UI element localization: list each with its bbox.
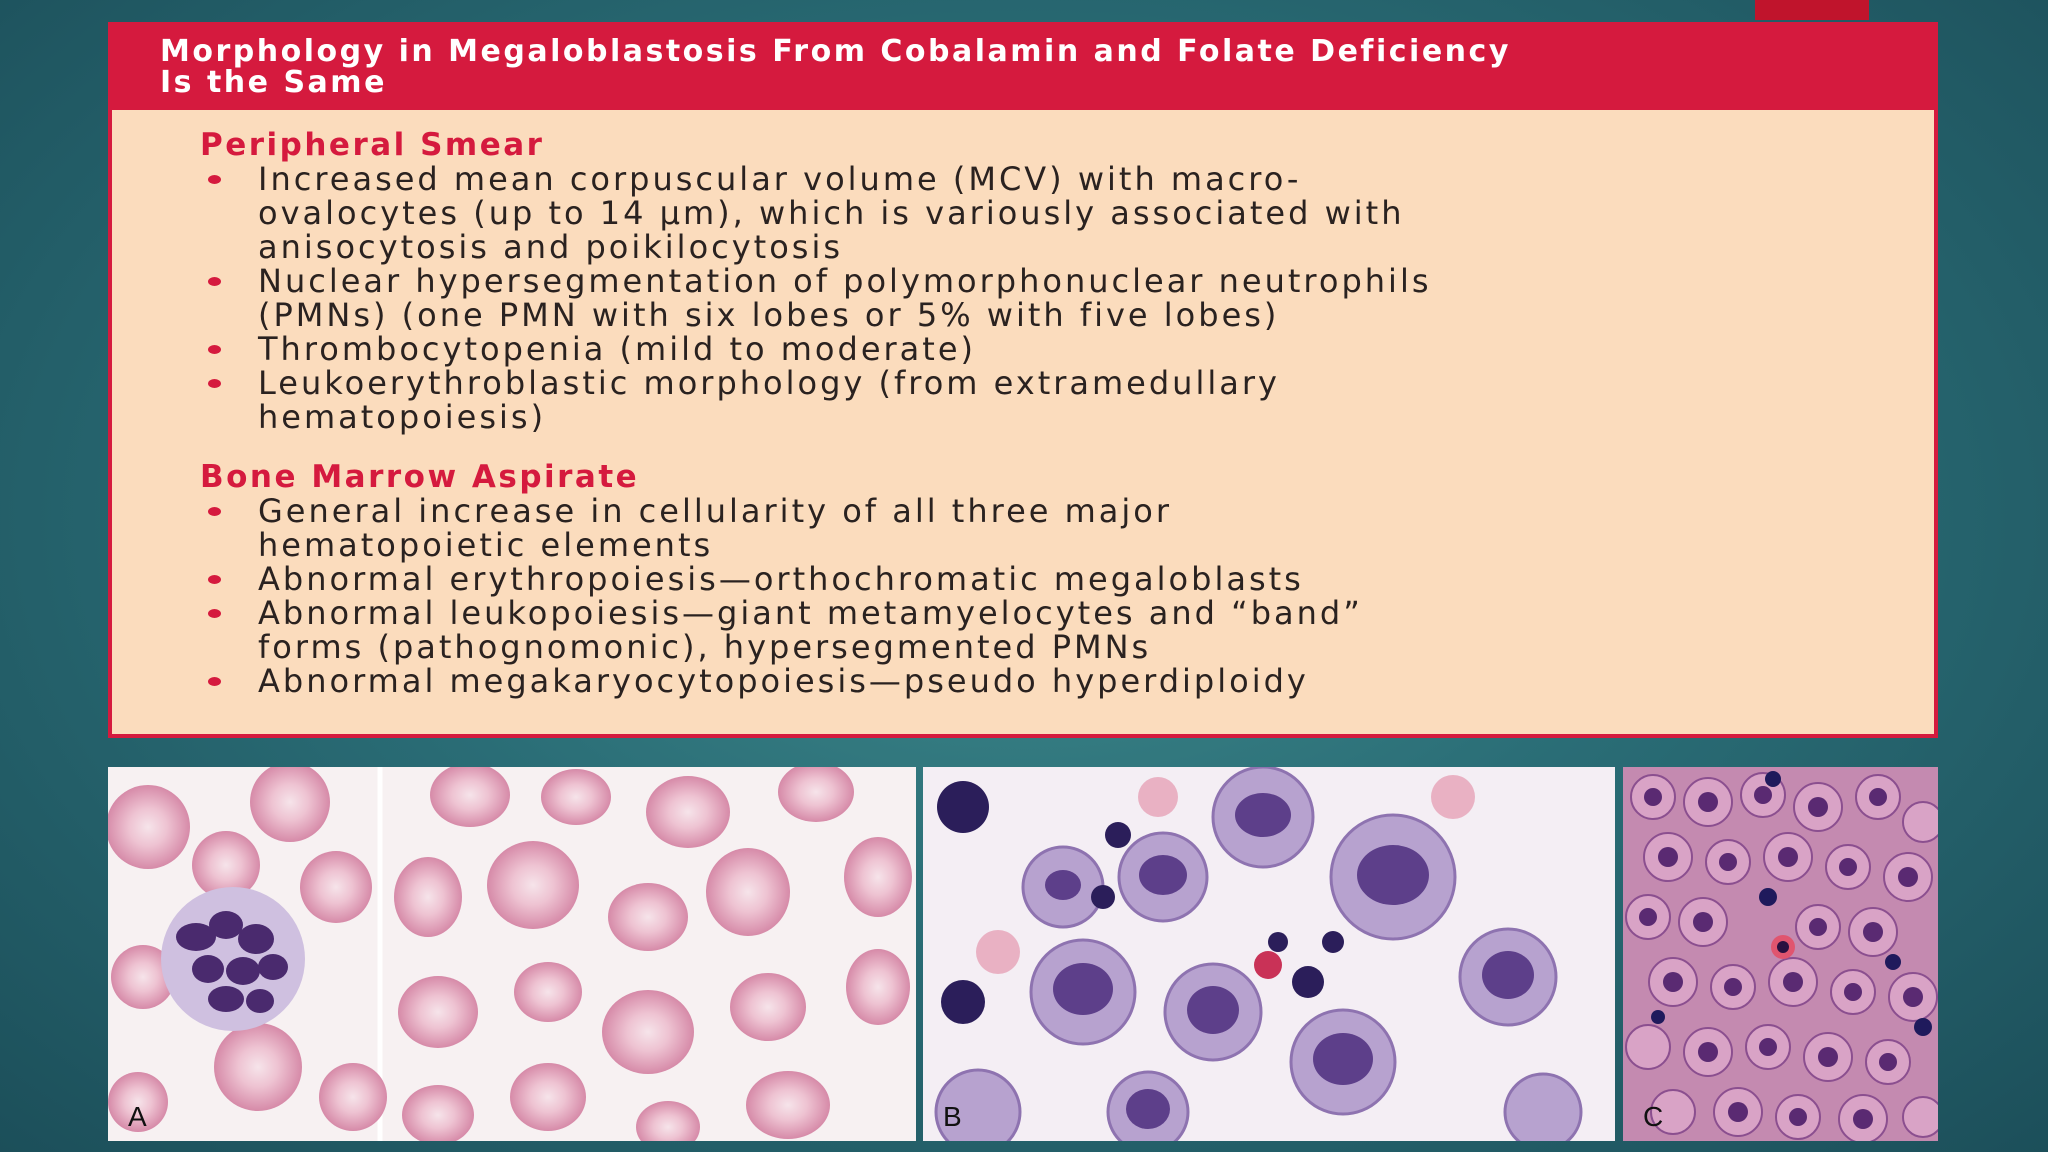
bullet-icon <box>208 345 221 354</box>
bullet-text-line: (PMNs) (one PMN with six lobes or 5% with five lobes) <box>258 296 1280 334</box>
peripheral-smear-item <box>200 366 1860 434</box>
bullet-icon <box>208 609 221 618</box>
bullet-icon <box>208 175 221 184</box>
bullet-text-line: Leukoerythroblastic morphology (from extramedullary <box>258 364 1280 402</box>
bullet-text-line: Nuclear hypersegmentation of polymorphonuclear neutrophils <box>258 262 1432 300</box>
peripheral-smear-item <box>200 264 1860 332</box>
bullet-text-line: Thrombocytopenia (mild to moderate) <box>258 330 976 368</box>
bullet-icon <box>208 277 221 286</box>
bullet-icon <box>208 677 221 686</box>
bullet-text-line: Abnormal megakaryocytopoiesis—pseudo hyperdiploidy <box>258 662 1309 700</box>
image-label-c: C <box>1643 1101 1664 1132</box>
bullet-text-line: anisocytosis and poikilocytosis <box>258 228 844 266</box>
peripheral-smear-list <box>200 162 1860 434</box>
bullet-icon <box>208 379 221 388</box>
info-box <box>108 22 1938 738</box>
marrow-histology-image <box>1623 767 1938 1141</box>
bullet-text-line: Abnormal leukopoiesis—giant metamyelocytes and “band” <box>258 594 1363 632</box>
corner-accent <box>1755 0 1869 20</box>
micrograph-b <box>923 767 1615 1141</box>
micrograph-a <box>108 767 916 1141</box>
peripheral-smear-item <box>200 162 1860 264</box>
bone-marrow-item <box>200 596 1860 664</box>
bone-marrow-aspirate-image <box>923 767 1615 1141</box>
bullet-text-line: Increased mean corpuscular volume (MCV) with macro- <box>258 160 1302 198</box>
box-header <box>112 26 1934 110</box>
micrograph-strip <box>108 767 1938 1141</box>
image-label-b: B <box>943 1101 962 1132</box>
bullet-text-line: ovalocytes (up to 14 µm), which is variously associated with <box>258 194 1405 232</box>
bullet-text-line: hematopoiesis) <box>258 398 547 436</box>
micrograph-c <box>1623 767 1938 1141</box>
bullet-icon <box>208 507 221 516</box>
bullet-text-line: hematopoietic elements <box>258 526 714 564</box>
bullet-text-line: Abnormal erythropoiesis—orthochromatic megaloblasts <box>258 560 1304 598</box>
blood-smear-image <box>108 767 916 1141</box>
peripheral-smear-heading: Peripheral Smear <box>200 127 545 163</box>
bone-marrow-list <box>200 494 1860 698</box>
bone-marrow-heading: Bone Marrow Aspirate <box>200 459 640 495</box>
image-label-a: A <box>128 1101 147 1132</box>
bone-marrow-item <box>200 494 1860 562</box>
bullet-text-line: forms (pathognomonic), hypersegmented PMNs <box>258 628 1152 666</box>
peripheral-smear-item <box>200 332 1860 366</box>
bullet-icon <box>208 575 221 584</box>
bullet-text-line: General increase in cellularity of all three major <box>258 492 1173 530</box>
bone-marrow-item <box>200 664 1860 698</box>
bone-marrow-item <box>200 562 1860 596</box>
box-title-line-1: Morphology in Megaloblastosis From Cobalamin and Folate Deficiency <box>160 34 1511 69</box>
box-title-line-2: Is the Same <box>160 65 387 100</box>
box-body <box>200 128 1860 698</box>
